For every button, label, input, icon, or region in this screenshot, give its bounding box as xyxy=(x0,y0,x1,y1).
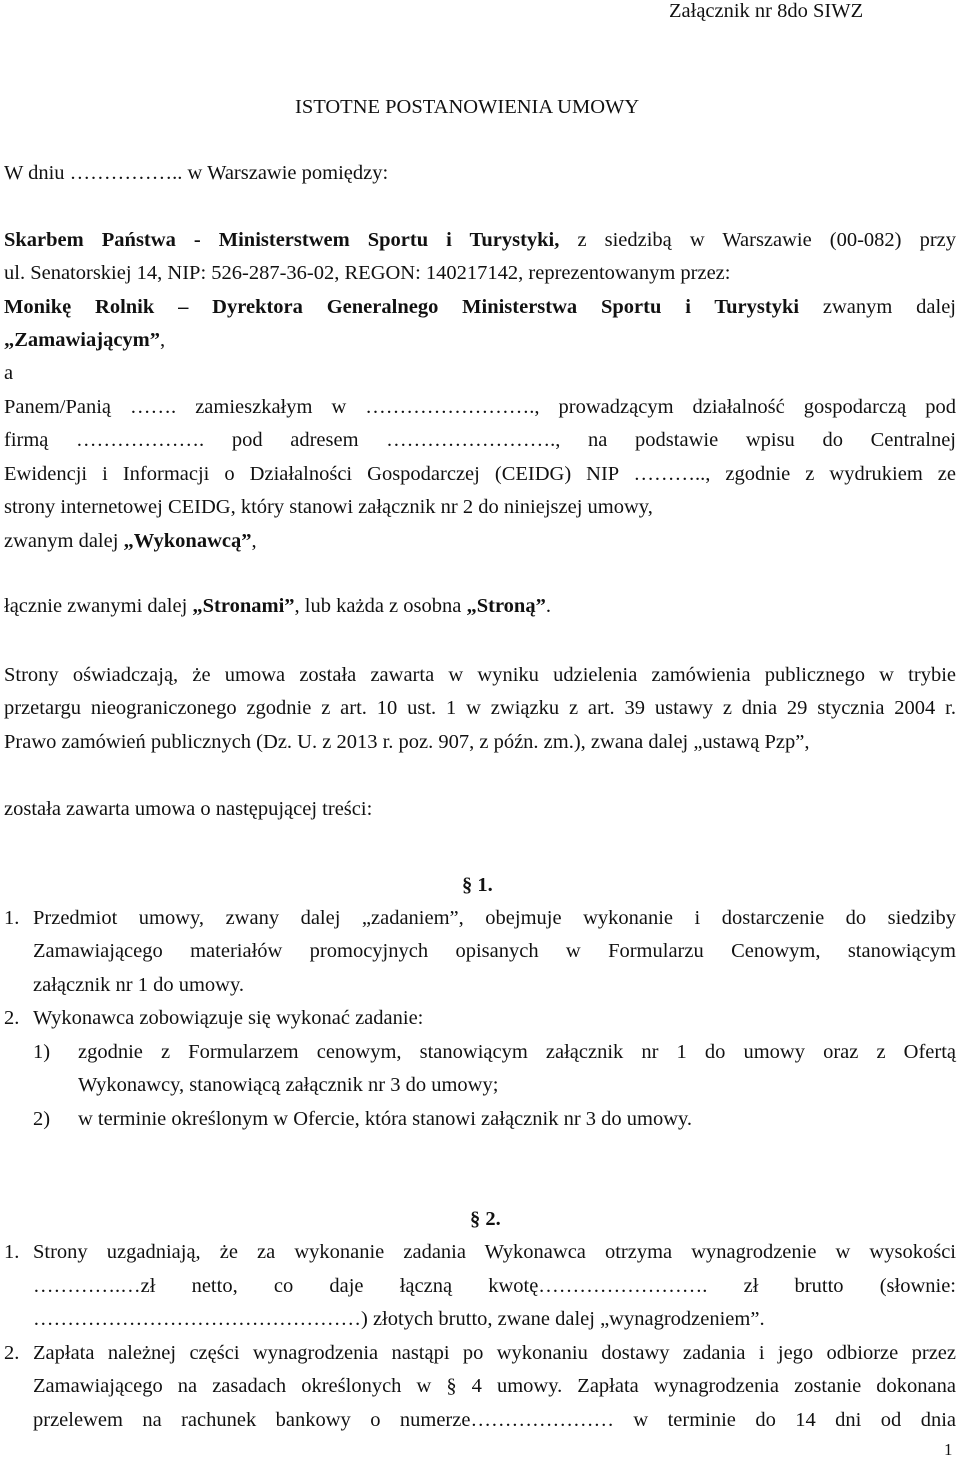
legal-line: została zawarta umowa o następującej treści: xyxy=(4,798,373,820)
item-line: w terminie określonym w Ofercie, która stanowi załącznik nr 3 do umowy. xyxy=(78,1108,693,1130)
intro-line: Ewidencji i Informacji o Działalności Gospodarczej (CEIDG) NIP ……….., zgodnie z wydrukiem ze xyxy=(4,463,956,485)
intro-text: , xyxy=(251,530,257,552)
intro-line xyxy=(4,324,165,357)
intro-line xyxy=(4,525,257,558)
section-heading-2: § 2. xyxy=(470,1208,501,1230)
paragraph-line: Przedmiot umowy, zwany dalej „zadaniem”, obejmuje wykonanie i dostarczenie do siedziby xyxy=(33,907,956,929)
item-line: zgodnie z Formularzem cenowym, stanowiącym załącznik nr 1 do umowy oraz z Ofertą xyxy=(78,1041,956,1063)
paragraph-line: Strony uzgadniają, że za wykonanie zadania Wykonawca otrzyma wynagrodzenie w wysokości xyxy=(33,1241,956,1263)
intro-text: . xyxy=(545,595,551,617)
paragraph-number: 1. xyxy=(4,907,20,929)
document-title: ISTOTNE POSTANOWIENIA UMOWY xyxy=(295,96,640,118)
intro-text: łącznie zwanymi dalej xyxy=(4,595,193,617)
intro-text: , lub każda z osobna xyxy=(294,595,467,617)
intro-text: zwanym dalej xyxy=(799,296,956,318)
intro-line: firmą ………………. pod adresem ……………………., na podstawie wpisu do Centralnej xyxy=(4,429,956,451)
intro-line: W dniu …………….. w Warszawie pomiędzy: xyxy=(4,162,389,184)
section-heading-1: § 1. xyxy=(462,874,493,896)
paragraph-line: ………….…zł netto, co daje łączną kwotę……………………. zł brutto (słownie: xyxy=(33,1275,956,1297)
term-strona: „Stroną” xyxy=(466,595,546,617)
party-treasury: Skarbem Państwa - Ministerstwem Sportu i Turystyki, xyxy=(4,229,560,251)
attachment-label: Załącznik nr 8do SIWZ xyxy=(669,0,864,22)
intro-line: ul. Senatorskiej 14, NIP: 526-287-36-02, REGON: 140217142, reprezentowanym przez: xyxy=(4,262,731,284)
paragraph-number: 1. xyxy=(4,1241,20,1263)
legal-line: Strony oświadczają, że umowa została zawarta w wyniku udzielenia zamówienia publicznego w trybie xyxy=(4,664,956,686)
intro-line: strony internetowej CEIDG, który stanowi załącznik nr 2 do niniejszej umowy, xyxy=(4,496,653,518)
item-number: 1) xyxy=(33,1041,51,1063)
paragraph-line: Zapłata należnej części wynagrodzenia nastąpi po wykonaniu dostawy zadania i jego odbiorze przez xyxy=(33,1342,956,1364)
intro-line: a xyxy=(4,362,14,384)
item-line: Wykonawcy, stanowiącą załącznik nr 3 do umowy; xyxy=(78,1074,499,1096)
term-zamawiajacy: „Zamawiającym” xyxy=(4,329,161,351)
paragraph-line: Wykonawca zobowiązuje się wykonać zadanie: xyxy=(33,1007,424,1029)
intro-line xyxy=(4,291,956,324)
legal-line: Prawo zamówień publicznych (Dz. U. z 2013 r. poz. 907, z późn. zm.), zwana dalej „ustawą Pzp”, xyxy=(4,731,810,753)
paragraph-number: 2. xyxy=(4,1007,20,1029)
page-number: 1 xyxy=(944,1440,953,1459)
item-number: 2) xyxy=(33,1108,51,1130)
representative-name: Monikę Rolnik – Dyrektora Generalnego Ministerstwa Sportu i Turystyki xyxy=(4,296,800,318)
term-wykonawca: „Wykonawcą” xyxy=(123,530,252,552)
intro-text: zwanym dalej xyxy=(4,530,124,552)
legal-line: przetargu nieograniczonego zgodnie z art. 10 ust. 1 w związku z art. 39 ustawy z dnia 29 stycznia 2004 r. xyxy=(4,697,956,719)
paragraph-line: …………………………………………) złotych brutto, zwane dalej „wynagrodzeniem”. xyxy=(33,1308,765,1330)
intro-line: Panem/Panią ……. zamieszkałym w ……………………., prowadzącym działalność gospodarczą pod xyxy=(4,396,956,418)
paragraph-line: Zamawiającego na zasadach określonych w § 4 umowy. Zapłata wynagrodzenia zostanie dokonana xyxy=(33,1375,956,1397)
intro-text: , xyxy=(160,329,166,351)
paragraph-line: Zamawiającego materiałów promocyjnych opisanych w Formularzu Cenowym, stanowiącym xyxy=(33,940,956,962)
intro-line xyxy=(4,590,551,623)
paragraph-number: 2. xyxy=(4,1342,20,1364)
paragraph-line: załącznik nr 1 do umowy. xyxy=(33,974,245,996)
intro-line xyxy=(4,224,956,257)
intro-text: z siedzibą w Warszawie (00-082) przy xyxy=(559,229,956,251)
paragraph-line: przelewem na rachunek bankowy o numerze………………… w terminie do 14 dni od dnia xyxy=(33,1409,956,1431)
term-strony: „Stronami” xyxy=(192,595,295,617)
